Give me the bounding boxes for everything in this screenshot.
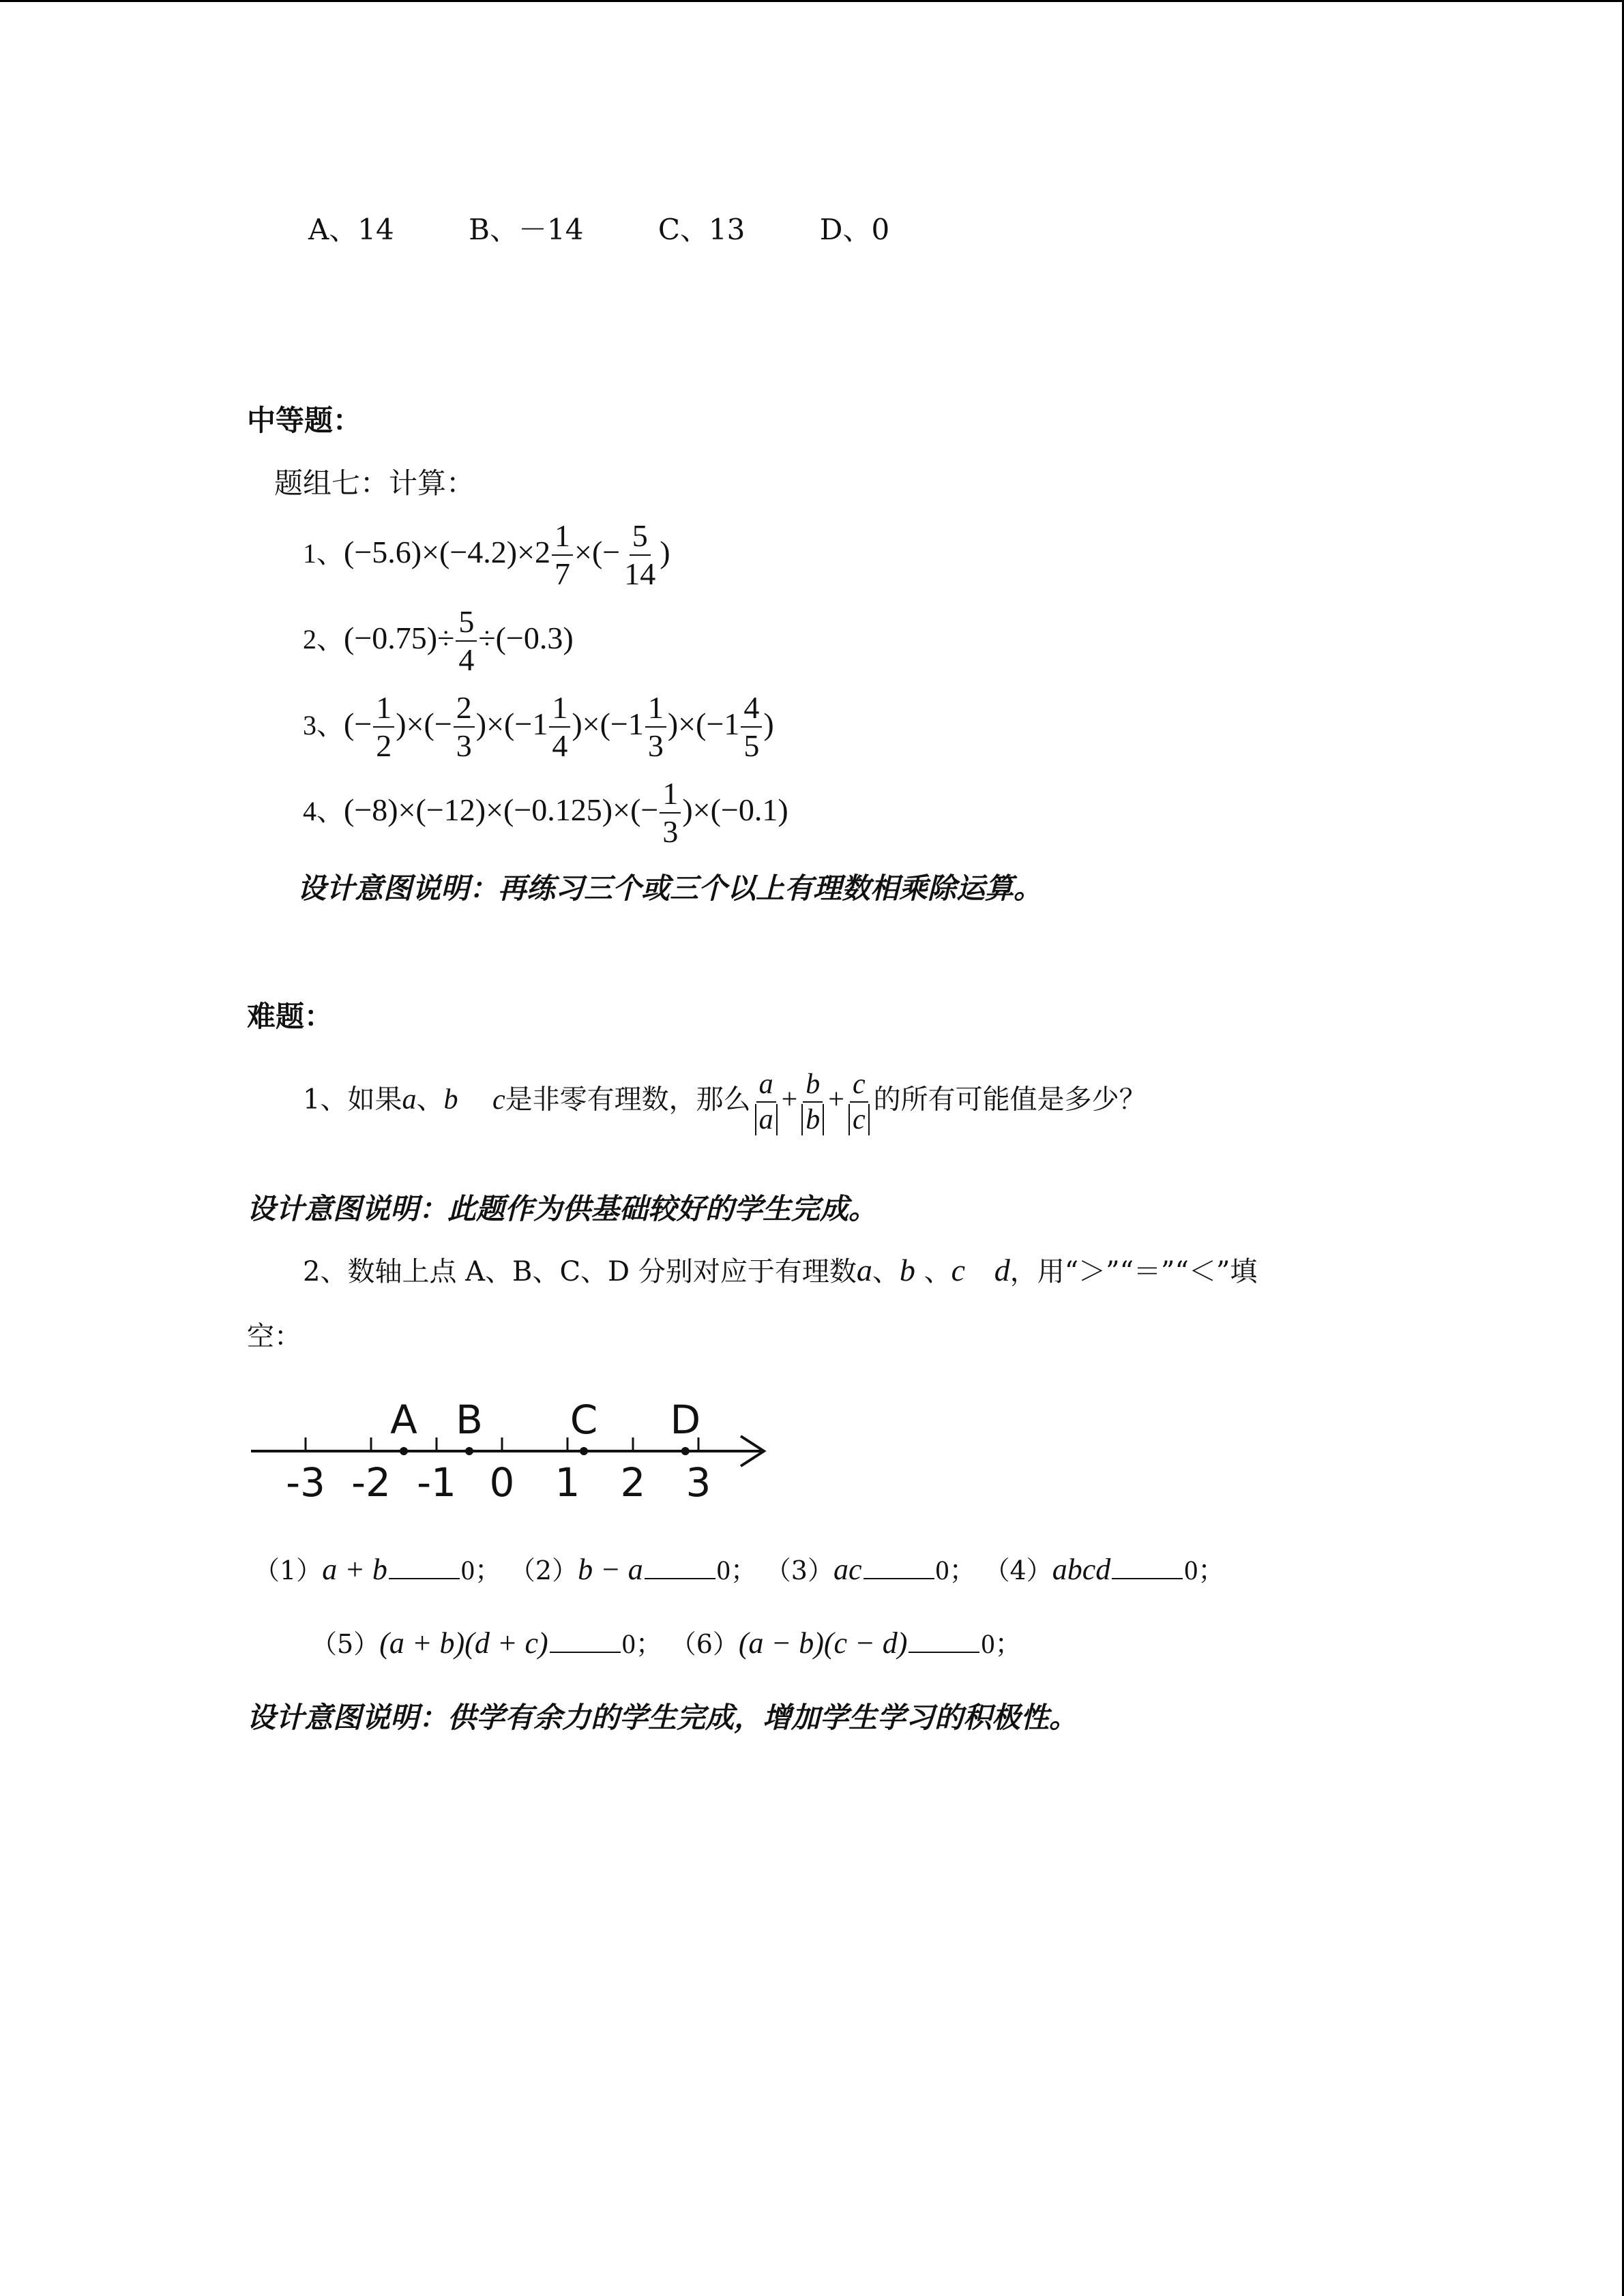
page-top-border <box>0 0 1624 2</box>
fill-zero: 0； <box>716 1555 758 1585</box>
var-b: b <box>443 1084 458 1116</box>
hard-intent-1: 设计意图说明：此题作为供基础较好的学生完成。 <box>247 1192 878 1225</box>
expr-part: ÷(−0.3) <box>478 620 574 655</box>
separator: 、 <box>416 1084 444 1115</box>
fraction-a-over-abs-a <box>752 1069 780 1135</box>
medium-problem-2 <box>303 606 574 677</box>
fraction-c-over-abs-c <box>846 1069 872 1135</box>
numerator: a <box>756 1069 776 1103</box>
point-label-b: B <box>456 1397 483 1443</box>
fill-blank[interactable] <box>909 1627 979 1653</box>
expr-part: )×(−1 <box>667 706 740 741</box>
point-d <box>681 1447 690 1455</box>
fill-blank[interactable] <box>645 1553 715 1579</box>
point-label-a: A <box>390 1397 417 1443</box>
numerator: 1 <box>660 777 681 814</box>
numerator: 1 <box>552 520 573 556</box>
tick-label: 2 <box>620 1459 646 1506</box>
fill-blank[interactable] <box>1112 1553 1183 1579</box>
tick-label: -2 <box>351 1459 391 1506</box>
fill-item-2 <box>510 1553 758 1586</box>
fill-row-1 <box>254 1553 1225 1585</box>
expr-part: (−8)×(−12)×(−0.125)×(− <box>344 792 659 827</box>
fill-zero: 0； <box>1184 1555 1226 1585</box>
expr-part: (−5.6)×(−4.2)×2 <box>344 534 551 569</box>
point-label-c: C <box>570 1397 598 1443</box>
hard-heading: 难题： <box>247 1000 334 1033</box>
numerator: c <box>850 1069 868 1103</box>
fill-label: （4） <box>984 1555 1052 1585</box>
denominator: 4 <box>458 642 475 678</box>
fill-item-3 <box>765 1553 977 1586</box>
fill-item-5 <box>311 1626 663 1660</box>
var-c: c <box>492 1084 505 1116</box>
fill-label: （1） <box>254 1555 323 1585</box>
fill-label: （5） <box>311 1629 380 1659</box>
var-b: b <box>899 1253 915 1287</box>
denominator: 2 <box>376 728 392 764</box>
problem-number: 2、 <box>303 623 344 655</box>
medium-problem-1 <box>303 520 670 591</box>
answer-choices <box>308 215 955 244</box>
problem-number: 4、 <box>303 795 344 826</box>
abs-value: a <box>755 1104 778 1135</box>
choice-c: C、13 <box>658 213 745 246</box>
fraction <box>549 691 570 763</box>
fraction <box>552 520 573 591</box>
numerator: 5 <box>456 606 477 642</box>
tick-label: -1 <box>417 1459 456 1506</box>
choice-b: B、－14 <box>469 213 584 246</box>
fraction <box>373 691 394 763</box>
tick-label: 3 <box>685 1459 711 1506</box>
hard-intent-2: 设计意图说明：供学有余力的学生完成，增加学生学习的积极性。 <box>247 1701 1078 1734</box>
fraction <box>660 777 681 849</box>
fraction <box>621 520 658 591</box>
denominator <box>752 1103 780 1135</box>
expr-part: (− <box>344 706 372 741</box>
expr-part: )×(−0.1) <box>682 792 788 827</box>
fill-zero: 0； <box>621 1628 663 1659</box>
fill-expr: a + b <box>322 1553 387 1586</box>
medium-heading: 中等题： <box>247 404 362 437</box>
denominator: 7 <box>555 556 571 592</box>
tick-label: 1 <box>555 1459 580 1506</box>
fill-item-6 <box>670 1626 1022 1660</box>
expr-part: ) <box>763 706 774 741</box>
medium-problem-4 <box>303 777 788 849</box>
fill-expr: (a + b)(d + c) <box>379 1626 548 1660</box>
numerator: 5 <box>630 520 651 556</box>
var-a: a <box>856 1253 872 1287</box>
separator: 、 <box>924 1256 951 1287</box>
numerator: 1 <box>549 691 570 728</box>
point-c <box>580 1447 588 1455</box>
numerator: 1 <box>645 691 666 728</box>
medium-intent: 设计意图说明：再练习三个或三个以上有理数相乘除运算。 <box>297 871 1043 905</box>
fill-label: （6） <box>670 1629 739 1659</box>
fill-expr: abcd <box>1052 1553 1111 1586</box>
fraction-b-over-abs-b <box>799 1069 827 1135</box>
choice-a: A、14 <box>308 213 394 246</box>
var-d: d <box>994 1253 1010 1287</box>
q2-suffix: ，用“＞”“＝”“＜”填 <box>1009 1256 1258 1287</box>
fill-item-1 <box>254 1553 502 1586</box>
denominator: 5 <box>743 728 760 764</box>
q1-prefix: 1、如果 <box>303 1084 402 1116</box>
group-label: 题组七：计算： <box>274 466 475 500</box>
numerator: 2 <box>454 691 475 728</box>
hard-question-2-line1 <box>303 1255 1257 1286</box>
expr-part: ) <box>660 534 670 569</box>
numerator: b <box>803 1069 823 1103</box>
fraction <box>454 691 475 763</box>
fill-expr: ac <box>833 1553 862 1586</box>
choice-d: D、0 <box>819 213 890 246</box>
expr-part: )×(− <box>396 706 452 741</box>
fill-zero: 0； <box>460 1555 502 1585</box>
expr-part: )×(−1 <box>475 706 548 741</box>
fraction <box>456 606 477 677</box>
denominator: 4 <box>552 728 568 764</box>
abs-value: b <box>801 1104 824 1135</box>
expr-part: )×(−1 <box>572 706 644 741</box>
denominator: 3 <box>647 728 664 764</box>
fill-item-4 <box>984 1553 1226 1586</box>
q1-suffix: 的所有可能值是多少？ <box>873 1084 1147 1116</box>
q2-prefix: 2、数轴上点 A、B、C、D 分别对应于有理数 <box>303 1256 857 1287</box>
point-b <box>465 1447 473 1455</box>
fill-expr: (a − b)(c − d) <box>738 1626 908 1660</box>
expr-part: ×(− <box>574 534 621 569</box>
fraction <box>741 691 762 763</box>
expr-part: (−0.75)÷ <box>344 620 455 655</box>
number-line <box>246 1391 791 1507</box>
separator: 、 <box>872 1256 900 1287</box>
fill-zero: 0； <box>935 1555 977 1585</box>
fill-expr: b − a <box>578 1553 643 1586</box>
tick-label: 0 <box>489 1459 515 1506</box>
problem-number: 3、 <box>303 709 344 741</box>
fill-row-2 <box>311 1627 1022 1658</box>
plus-sign: + <box>781 1084 798 1116</box>
tick-label: -3 <box>286 1459 325 1506</box>
fill-blank[interactable] <box>389 1553 460 1579</box>
denominator <box>846 1103 872 1135</box>
denominator: 3 <box>456 728 472 764</box>
denominator: 3 <box>662 814 679 850</box>
denominator <box>799 1103 827 1135</box>
hard-question-1 <box>303 1069 1147 1135</box>
point-a <box>400 1447 408 1455</box>
problem-number: 1、 <box>303 537 344 569</box>
abs-value: c <box>848 1104 870 1135</box>
var-c: c <box>951 1253 965 1287</box>
fraction <box>645 691 666 763</box>
numerator: 1 <box>373 691 394 728</box>
fill-label: （3） <box>765 1555 833 1585</box>
var-a: a <box>402 1084 417 1116</box>
q1-mid: 是非零有理数，那么 <box>505 1084 751 1116</box>
plus-sign: + <box>828 1084 844 1116</box>
fill-blank[interactable] <box>863 1553 934 1579</box>
point-label-d: D <box>670 1397 701 1443</box>
denominator: 14 <box>624 556 656 592</box>
medium-problem-3 <box>303 691 774 763</box>
hard-question-2-line2: 空： <box>247 1321 301 1352</box>
fill-label: （2） <box>509 1555 578 1585</box>
numerator: 4 <box>741 691 762 728</box>
fill-blank[interactable] <box>550 1627 621 1653</box>
fill-zero: 0； <box>981 1628 1022 1659</box>
